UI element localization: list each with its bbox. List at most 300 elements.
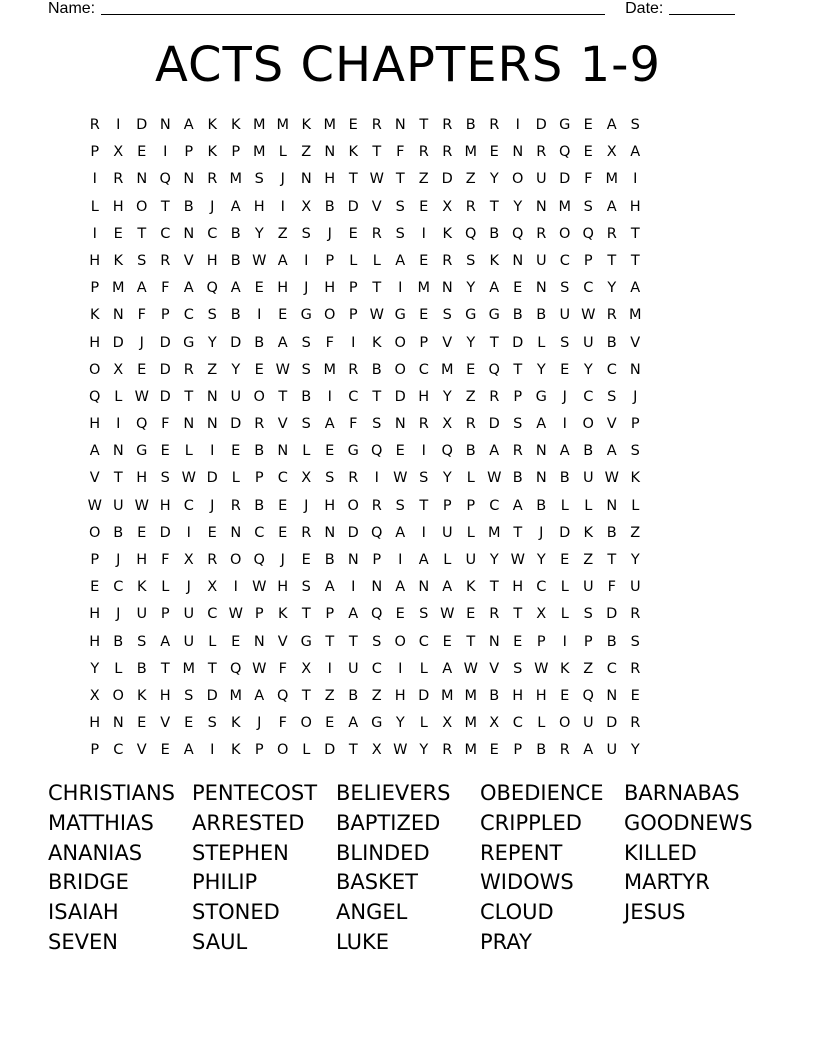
grid-letter: R <box>606 225 617 242</box>
date-blank-line[interactable] <box>669 0 735 15</box>
grid-letter: W <box>440 606 455 623</box>
grid-letter: A <box>489 443 500 460</box>
grid-letter: R <box>230 497 241 514</box>
grid-row <box>83 194 647 221</box>
grid-letter: G <box>300 307 312 324</box>
grid-letter: E <box>395 443 405 460</box>
grid-letter: P <box>536 633 546 650</box>
word-column <box>48 779 192 958</box>
grid-letter: D <box>606 606 618 623</box>
grid-letter: S <box>513 416 523 433</box>
grid-letter: S <box>301 416 311 433</box>
grid-letter: U <box>582 579 594 596</box>
grid-row <box>83 629 647 656</box>
grid-letter: J <box>304 497 309 514</box>
grid-letter: E <box>466 361 476 378</box>
grid-letter: N <box>488 633 500 650</box>
grid-letter: B <box>606 524 617 541</box>
grid-letter: R <box>606 307 617 324</box>
grid-letter: A <box>630 280 641 297</box>
grid-letter: V <box>489 660 500 677</box>
grid-letter: D <box>441 171 453 188</box>
grid-letter: T <box>160 660 170 677</box>
grid-letter: X <box>371 742 382 759</box>
grid-letter: E <box>325 443 335 460</box>
grid-letter: E <box>442 633 452 650</box>
grid-row <box>83 112 647 139</box>
grid-letter: D <box>230 416 242 433</box>
grid-letter: E <box>348 117 358 133</box>
grid-letter: E <box>583 144 593 161</box>
grid-row <box>83 411 647 438</box>
grid-letter: P <box>90 144 100 161</box>
grid-letter: H <box>159 687 171 704</box>
grid-letter: I <box>304 252 309 269</box>
grid-letter: M <box>464 715 477 732</box>
grid-letter: N <box>112 715 124 732</box>
grid-letter: B <box>536 497 547 514</box>
grid-letter: L <box>302 443 311 460</box>
grid-letter: B <box>183 198 194 215</box>
grid-letter: D <box>159 524 171 541</box>
grid-letter: A <box>277 334 288 351</box>
grid-letter: G <box>371 715 383 732</box>
grid-letter: W <box>134 388 149 405</box>
grid-letter: R <box>465 416 476 433</box>
grid-letter: A <box>606 198 617 215</box>
grid-letter: T <box>372 388 382 405</box>
grid-letter: Q <box>371 443 383 460</box>
grid-letter: M <box>558 198 571 215</box>
grid-letter: G <box>465 307 477 324</box>
grid-letter: H <box>629 198 641 215</box>
grid-letter: R <box>536 144 547 161</box>
grid-letter: M <box>276 117 289 133</box>
grid-letter: T <box>513 361 523 378</box>
grid-row <box>83 656 647 683</box>
word-list-item: BAPTIZED <box>336 810 441 835</box>
grid-letter: E <box>489 144 499 161</box>
grid-letter: F <box>396 144 405 161</box>
grid-letter: Y <box>536 361 546 378</box>
grid-letter: Z <box>583 552 594 568</box>
word-list-item: CRIPPLED <box>480 810 582 835</box>
grid-letter: A <box>442 660 453 677</box>
grid-letter: I <box>210 742 215 759</box>
grid-letter: T <box>184 388 194 405</box>
grid-letter: W <box>393 470 408 487</box>
word-column <box>336 779 480 958</box>
grid-letter: U <box>136 606 148 623</box>
grid-letter: B <box>536 742 547 759</box>
grid-letter: R <box>348 361 359 378</box>
grid-letter: A <box>183 742 194 759</box>
grid-letter: Q <box>488 361 500 378</box>
grid-letter: B <box>113 524 124 541</box>
grid-letter: B <box>113 633 124 650</box>
grid-letter: N <box>371 579 383 596</box>
grid-letter: N <box>183 416 195 433</box>
word-list-item: CLOUD <box>480 900 554 925</box>
grid-letter: V <box>160 715 171 732</box>
name-blank-line[interactable] <box>101 0 605 15</box>
grid-letter: F <box>161 552 170 568</box>
grid-letter: F <box>137 307 146 324</box>
grid-row <box>83 547 647 574</box>
grid-letter: S <box>607 388 617 405</box>
grid-row <box>83 357 647 384</box>
grid-letter: H <box>89 334 101 351</box>
grid-letter: A <box>324 416 335 433</box>
grid-letter: N <box>300 171 312 188</box>
grid-letter: M <box>440 687 454 704</box>
grid-letter: A <box>136 280 147 297</box>
grid-letter: R <box>489 117 500 133</box>
grid-letter: I <box>116 416 121 433</box>
grid-letter: X <box>442 715 453 732</box>
grid-letter: B <box>536 307 547 324</box>
grid-letter: G <box>535 388 547 405</box>
grid-letter: A <box>254 687 265 704</box>
grid-letter: L <box>443 552 452 568</box>
grid-letter: V <box>277 416 288 433</box>
grid-letter: T <box>513 606 523 623</box>
grid-letter: S <box>560 334 570 351</box>
grid-letter: T <box>630 252 640 269</box>
grid-letter: G <box>394 307 406 324</box>
grid-letter: T <box>419 117 429 133</box>
grid-letter: O <box>230 552 242 568</box>
grid-letter: U <box>441 524 453 541</box>
grid-letter: C <box>183 307 194 324</box>
grid-letter: Y <box>442 470 452 487</box>
grid-letter: A <box>583 742 594 759</box>
grid-letter: R <box>418 144 429 161</box>
grid-letter: N <box>277 443 289 460</box>
grid-letter: C <box>489 497 500 514</box>
grid-letter: I <box>257 307 262 324</box>
grid-letter: E <box>419 198 429 215</box>
grid-letter: K <box>207 117 217 133</box>
word-list-item: BRIDGE <box>48 870 129 895</box>
grid-letter: P <box>325 252 335 269</box>
grid-letter: Q <box>371 524 383 541</box>
grid-letter: I <box>327 660 332 677</box>
grid-letter: I <box>421 225 426 242</box>
grid-letter: R <box>536 225 547 242</box>
grid-letter: O <box>112 687 124 704</box>
grid-letter: Q <box>136 416 148 433</box>
grid-letter: A <box>536 416 547 433</box>
grid-letter: B <box>489 225 500 242</box>
word-list-item: STONED <box>192 900 280 925</box>
grid-letter: A <box>395 524 406 541</box>
grid-letter: M <box>487 524 501 541</box>
grid-letter: U <box>535 171 547 188</box>
grid-letter: D <box>206 470 218 487</box>
grid-letter: Y <box>207 334 217 351</box>
grid-letter: U <box>230 388 242 405</box>
grid-letter: R <box>630 606 641 623</box>
grid-letter: R <box>489 606 500 623</box>
grid-letter: W <box>463 660 478 677</box>
grid-letter: T <box>113 470 123 487</box>
grid-letter: C <box>254 524 265 541</box>
grid-letter: W <box>393 742 408 759</box>
grid-letter: W <box>487 470 502 487</box>
grid-letter: L <box>161 579 170 596</box>
grid-letter: V <box>183 252 194 269</box>
grid-letter: E <box>207 524 217 541</box>
grid-letter: Q <box>230 660 242 677</box>
grid-letter: H <box>89 633 101 650</box>
grid-letter: I <box>633 171 638 188</box>
grid-letter: P <box>348 307 358 324</box>
grid-letter: T <box>301 687 311 704</box>
grid-letter: M <box>252 117 266 133</box>
grid-letter: I <box>398 552 403 568</box>
grid-letter: S <box>630 633 640 650</box>
word-column <box>192 779 336 958</box>
grid-letter: Y <box>419 742 429 759</box>
grid-letter: M <box>182 660 195 677</box>
grid-letter: R <box>442 742 453 759</box>
word-list-item: ISAIAH <box>48 900 119 925</box>
grid-letter: E <box>513 280 523 297</box>
grid-letter: W <box>87 497 102 514</box>
grid-letter: U <box>183 606 195 623</box>
grid-letter: V <box>371 198 382 215</box>
grid-letter: B <box>230 307 241 324</box>
grid-row <box>83 737 647 764</box>
grid-letter: Q <box>371 606 383 623</box>
grid-row <box>83 683 647 710</box>
grid-letter: E <box>560 552 570 568</box>
grid-letter: E <box>231 633 241 650</box>
grid-letter: D <box>347 524 359 541</box>
grid-letter: E <box>325 715 335 732</box>
grid-letter: X <box>183 552 194 568</box>
grid-letter: S <box>630 117 640 133</box>
grid-row <box>83 139 647 166</box>
grid-letter: S <box>372 633 382 650</box>
grid-letter: O <box>347 497 359 514</box>
grid-letter: M <box>252 144 266 161</box>
grid-letter: S <box>395 225 405 242</box>
grid-letter: W <box>181 470 196 487</box>
grid-letter: S <box>301 225 311 242</box>
grid-letter: C <box>418 361 429 378</box>
grid-letter: R <box>512 443 523 460</box>
grid-letter: B <box>230 225 241 242</box>
grid-letter: H <box>253 198 265 215</box>
grid-letter: V <box>606 416 617 433</box>
grid-letter: O <box>300 715 312 732</box>
grid-letter: H <box>418 388 430 405</box>
grid-letter: N <box>606 687 618 704</box>
grid-letter: K <box>348 144 358 161</box>
grid-letter: V <box>630 334 641 351</box>
grid-letter: K <box>113 252 123 269</box>
grid-letter: L <box>560 497 569 514</box>
grid-letter: M <box>464 742 477 759</box>
grid-letter: E <box>113 225 123 242</box>
grid-letter: G <box>488 307 500 324</box>
grid-letter: E <box>513 633 523 650</box>
grid-letter: E <box>90 579 100 596</box>
grid-letter: H <box>112 198 124 215</box>
grid-letter: L <box>184 443 193 460</box>
grid-letter: N <box>112 307 124 324</box>
grid-letter: B <box>348 687 359 704</box>
grid-letter: H <box>89 416 101 433</box>
grid-letter: Y <box>536 552 546 568</box>
grid-letter: A <box>183 280 194 297</box>
grid-letter: E <box>301 552 311 568</box>
grid-letter: U <box>465 552 477 568</box>
grid-letter: I <box>116 117 121 133</box>
grid-row <box>83 438 647 465</box>
grid-letter: N <box>606 497 618 514</box>
grid-letter: W <box>369 171 384 188</box>
grid-letter: L <box>302 742 311 759</box>
grid-letter: N <box>535 470 547 487</box>
grid-letter: V <box>136 742 147 759</box>
grid-letter: D <box>136 117 148 133</box>
grid-letter: I <box>186 524 191 541</box>
grid-letter: E <box>137 144 147 161</box>
grid-letter: P <box>513 742 523 759</box>
grid-letter: N <box>512 144 524 161</box>
grid-letter: O <box>324 307 336 324</box>
grid-letter: S <box>395 497 405 514</box>
grid-letter: P <box>372 552 382 568</box>
grid-letter: Z <box>324 687 335 704</box>
grid-letter: N <box>347 552 359 568</box>
grid-letter: C <box>160 225 171 242</box>
grid-letter: S <box>583 606 593 623</box>
grid-letter: A <box>512 497 523 514</box>
grid-letter: U <box>606 742 618 759</box>
grid-letter: J <box>327 225 332 242</box>
grid-letter: P <box>254 606 264 623</box>
word-list <box>48 779 768 958</box>
word-list-item: WIDOWS <box>480 870 574 895</box>
grid-letter: D <box>347 198 359 215</box>
grid-letter: X <box>489 715 500 732</box>
word-list-item: MARTYR <box>624 870 710 895</box>
grid-letter: H <box>277 579 289 596</box>
grid-letter: M <box>464 687 477 704</box>
grid-letter: N <box>512 252 524 269</box>
grid-letter: U <box>535 252 547 269</box>
word-list-item: LUKE <box>336 929 390 954</box>
grid-letter: A <box>160 633 171 650</box>
grid-letter: D <box>418 687 430 704</box>
grid-letter: P <box>254 742 264 759</box>
word-list-item: ARRESTED <box>192 810 305 835</box>
grid-letter: S <box>301 579 311 596</box>
grid-row <box>83 302 647 329</box>
grid-letter: C <box>583 280 594 297</box>
grid-letter: A <box>89 443 100 460</box>
grid-letter: R <box>301 524 312 541</box>
grid-letter: E <box>560 361 570 378</box>
grid-letter: B <box>489 687 500 704</box>
grid-letter: H <box>512 687 524 704</box>
grid-letter: U <box>582 470 594 487</box>
grid-letter: H <box>206 252 218 269</box>
grid-letter: J <box>139 334 144 351</box>
grid-letter: R <box>160 252 171 269</box>
grid-letter: T <box>301 606 311 623</box>
grid-letter: S <box>184 687 194 704</box>
grid-letter: I <box>398 660 403 677</box>
grid-letter: O <box>89 361 101 378</box>
grid-letter: N <box>253 633 265 650</box>
grid-letter: X <box>301 660 312 677</box>
grid-letter: P <box>254 470 264 487</box>
word-list-item: ANANIAS <box>48 840 143 865</box>
grid-row <box>83 330 647 357</box>
grid-letter: N <box>394 117 406 133</box>
grid-letter: K <box>230 715 241 732</box>
grid-letter: P <box>160 307 170 324</box>
grid-letter: C <box>371 660 382 677</box>
grid-letter: N <box>324 144 336 161</box>
grid-letter: X <box>606 144 617 161</box>
grid-letter: L <box>419 715 428 732</box>
grid-letter: O <box>512 171 524 188</box>
grid-letter: D <box>159 388 171 405</box>
grid-letter: D <box>206 687 218 704</box>
grid-letter: T <box>137 225 147 242</box>
grid-letter: Z <box>630 524 641 541</box>
grid-letter: B <box>324 552 335 568</box>
grid-letter: X <box>89 687 100 704</box>
grid-letter: X <box>113 144 124 161</box>
grid-letter: S <box>395 198 405 215</box>
word-list-item: BLINDED <box>336 840 430 865</box>
grid-letter: C <box>183 497 194 514</box>
grid-letter: N <box>206 388 218 405</box>
grid-letter: J <box>539 524 544 541</box>
grid-letter: I <box>327 388 332 405</box>
word-list-item: REPENT <box>480 840 563 865</box>
grid-letter: P <box>90 280 100 297</box>
grid-letter: D <box>159 334 171 351</box>
grid-letter: A <box>489 280 500 297</box>
grid-letter: B <box>465 117 476 133</box>
grid-letter: F <box>607 579 616 596</box>
word-column <box>624 779 768 958</box>
grid-letter: S <box>325 470 335 487</box>
grid-letter: O <box>253 388 265 405</box>
grid-letter: S <box>583 198 593 215</box>
grid-letter: C <box>606 660 617 677</box>
grid-letter: E <box>184 715 194 732</box>
grid-row <box>83 574 647 601</box>
grid-letter: N <box>324 524 336 541</box>
grid-letter: K <box>559 660 570 677</box>
grid-letter: R <box>89 117 100 133</box>
grid-letter: W <box>252 579 267 596</box>
grid-letter: J <box>210 497 215 514</box>
grid-letter: U <box>112 497 124 514</box>
grid-letter: X <box>301 198 312 215</box>
grid-letter: L <box>631 497 640 514</box>
grid-letter: B <box>254 443 265 460</box>
